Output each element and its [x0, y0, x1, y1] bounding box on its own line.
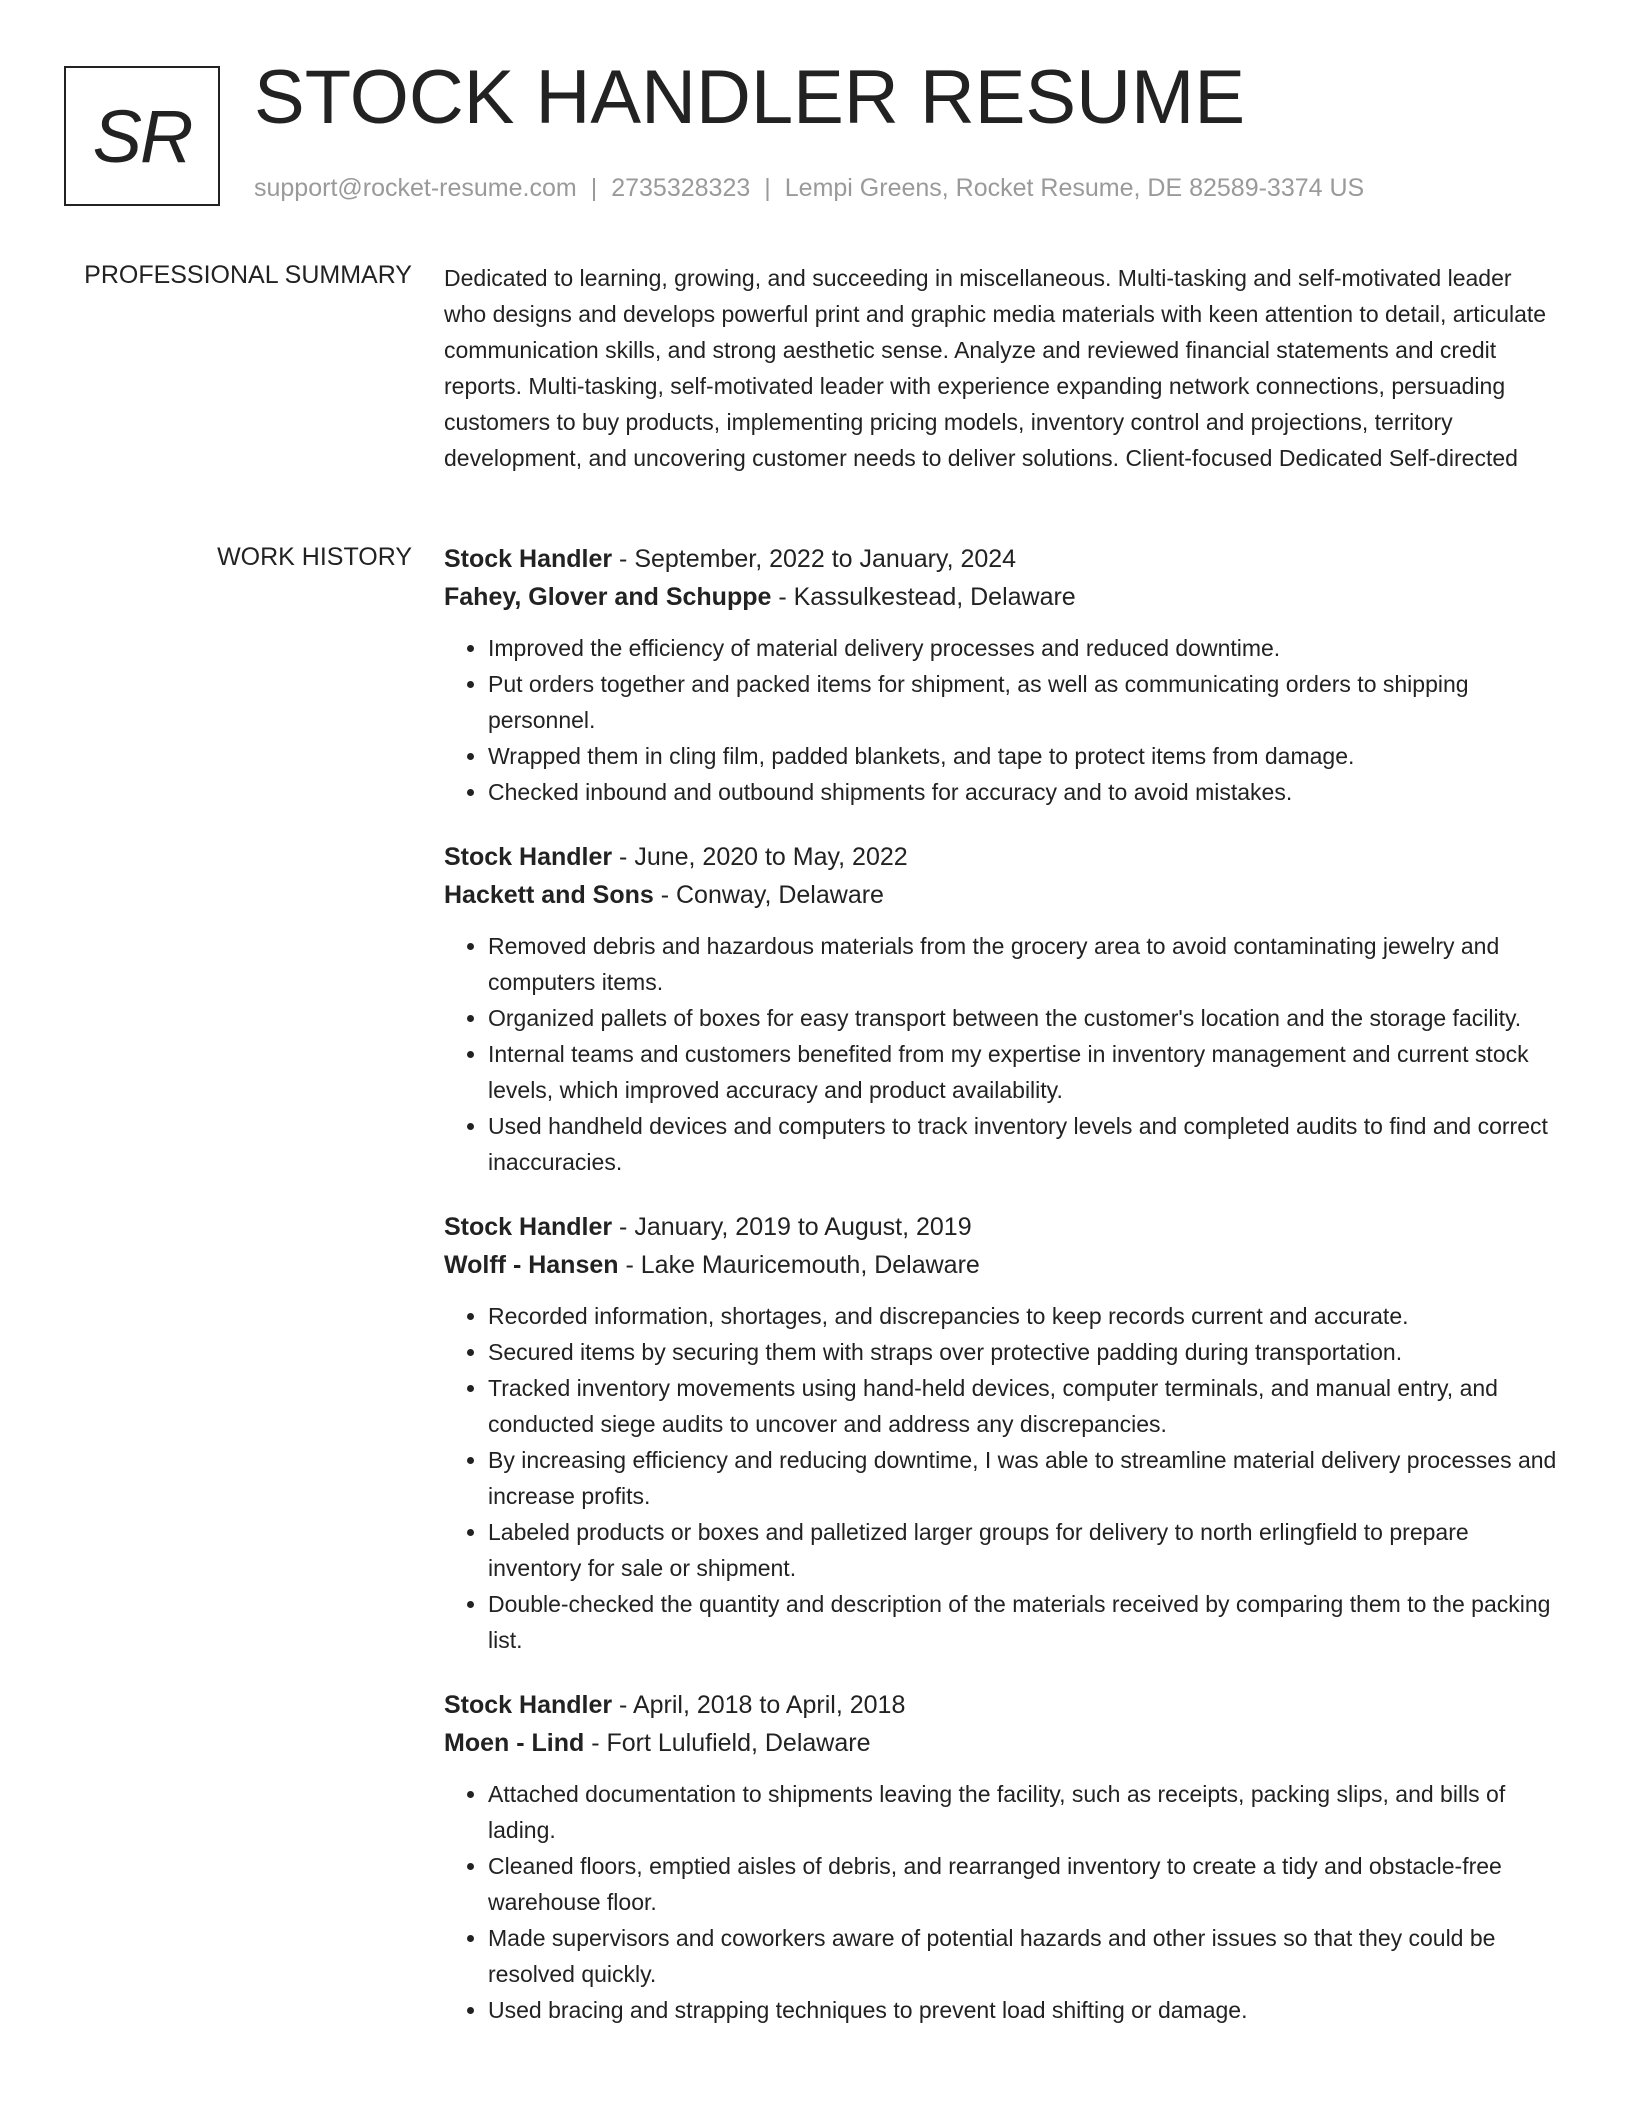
job-title-line — [444, 1686, 1560, 1724]
contact-address: Lempi Greens, Rocket Resume, DE 82589-3374 US — [784, 174, 1365, 202]
job-location: - Lake Mauricemouth, Delaware — [618, 1251, 980, 1279]
job-title-line — [444, 1208, 1560, 1246]
job-location: - Fort Lulufield, Delaware — [584, 1729, 871, 1757]
job-title: Stock Handler — [444, 843, 613, 871]
job-bullet: • Put orders together and packed items for shipment, as well as communicating orders to shipping personnel. — [488, 666, 1560, 738]
job-entry — [444, 838, 1560, 1180]
job-bullet: • Wrapped them in cling film, padded blankets, and tape to protect items from damage. — [488, 738, 1560, 774]
job-title: Stock Handler — [444, 1213, 613, 1241]
job-title-line — [444, 838, 1560, 876]
job-company: Moen - Lind — [444, 1729, 585, 1757]
monogram-badge: SR — [64, 66, 220, 206]
job-bullets — [444, 630, 1560, 810]
job-bullet: • Attached documentation to shipments leaving the facility, such as receipts, packing slips, and bills of lading. — [488, 1776, 1560, 1848]
job-entry — [444, 540, 1560, 810]
job-dates: - September, 2022 to January, 2024 — [612, 545, 1017, 573]
summary-text: Dedicated to learning, growing, and succeeding in miscellaneous. Multi-tasking and self-motivated leader who designs and develops powerful print and graphic media materials with keen attention to detail, articulate communication skills, and strong aesthetic sense. Analyze and reviewed financial statements and credit reports. Multi-tasking, self-motivated leader with experience expanding network connections, persuading customers to buy products, implementing pricing models, inventory control and projections, territory development, and uncovering customer needs to deliver solutions. Client-focused Dedicated Self-directed — [444, 265, 1547, 471]
job-bullet: • Recorded information, shortages, and discrepancies to keep records current and accurate. — [488, 1298, 1560, 1334]
job-title-line — [444, 540, 1560, 578]
contact-line — [254, 174, 1364, 203]
job-dates: - January, 2019 to August, 2019 — [612, 1213, 972, 1241]
job-bullets — [444, 1776, 1560, 2028]
job-company-line — [444, 1724, 1560, 1762]
job-entry — [444, 1208, 1560, 1658]
job-bullet: • By increasing efficiency and reducing downtime, I was able to streamline material delivery processes and increase profits. — [488, 1442, 1560, 1514]
job-company-line — [444, 578, 1560, 616]
summary-heading: PROFESSIONAL SUMMARY — [84, 261, 412, 289]
page-title: STOCK HANDLER RESUME — [254, 55, 1246, 140]
job-bullet: • Labeled products or boxes and palletized larger groups for delivery to north erlingfield to prepare inventory for sale or shipment. — [488, 1514, 1560, 1586]
job-bullet: • Checked inbound and outbound shipments for accuracy and to avoid mistakes. — [488, 774, 1560, 810]
job-bullets — [444, 928, 1560, 1180]
contact-separator: | — [590, 174, 598, 202]
job-bullet: • Cleaned floors, emptied aisles of debris, and rearranged inventory to create a tidy and obstacle-free warehouse floor. — [488, 1848, 1560, 1920]
job-title: Stock Handler — [444, 545, 613, 573]
job-bullet: • Tracked inventory movements using hand-held devices, computer terminals, and manual entry, and conducted siege audits to uncover and address any discrepancies. — [488, 1370, 1560, 1442]
job-dates: - April, 2018 to April, 2018 — [612, 1691, 906, 1719]
job-location: - Kassulkestead, Delaware — [771, 583, 1076, 611]
job-bullets — [444, 1298, 1560, 1658]
job-company-line — [444, 876, 1560, 914]
job-dates: - June, 2020 to May, 2022 — [612, 843, 908, 871]
contact-email: support@rocket-resume.com — [254, 174, 577, 202]
job-company: Fahey, Glover and Schuppe — [444, 583, 772, 611]
work-history-heading: WORK HISTORY — [217, 543, 412, 571]
work-history-list — [444, 540, 1560, 2056]
job-company: Wolff - Hansen — [444, 1251, 619, 1279]
job-bullet: • Organized pallets of boxes for easy transport between the customer's location and the storage facility. — [488, 1000, 1560, 1036]
job-bullet: • Improved the efficiency of material delivery processes and reduced downtime. — [488, 630, 1560, 666]
job-bullet: • Made supervisors and coworkers aware of potential hazards and other issues so that they could be resolved quickly. — [488, 1920, 1560, 1992]
job-bullet: • Double-checked the quantity and description of the materials received by comparing them to the packing list. — [488, 1586, 1560, 1658]
job-bullet: • Used handheld devices and computers to track inventory levels and completed audits to find and correct inaccuracies. — [488, 1108, 1560, 1180]
job-title: Stock Handler — [444, 1691, 613, 1719]
job-bullet: • Removed debris and hazardous materials from the grocery area to avoid contaminating jewelry and computers items. — [488, 928, 1560, 1000]
job-company: Hackett and Sons — [444, 881, 654, 909]
job-bullet: • Internal teams and customers benefited from my expertise in inventory management and current stock levels, which improved accuracy and product availability. — [488, 1036, 1560, 1108]
job-entry — [444, 1686, 1560, 2028]
job-bullet: • Secured items by securing them with straps over protective padding during transportation. — [488, 1334, 1560, 1370]
job-company-line — [444, 1246, 1560, 1284]
contact-phone: 2735328323 — [611, 174, 751, 202]
contact-separator: | — [764, 174, 771, 202]
job-bullet: • Used bracing and strapping techniques to prevent load shifting or damage. — [488, 1992, 1560, 2028]
job-location: - Conway, Delaware — [653, 881, 884, 909]
